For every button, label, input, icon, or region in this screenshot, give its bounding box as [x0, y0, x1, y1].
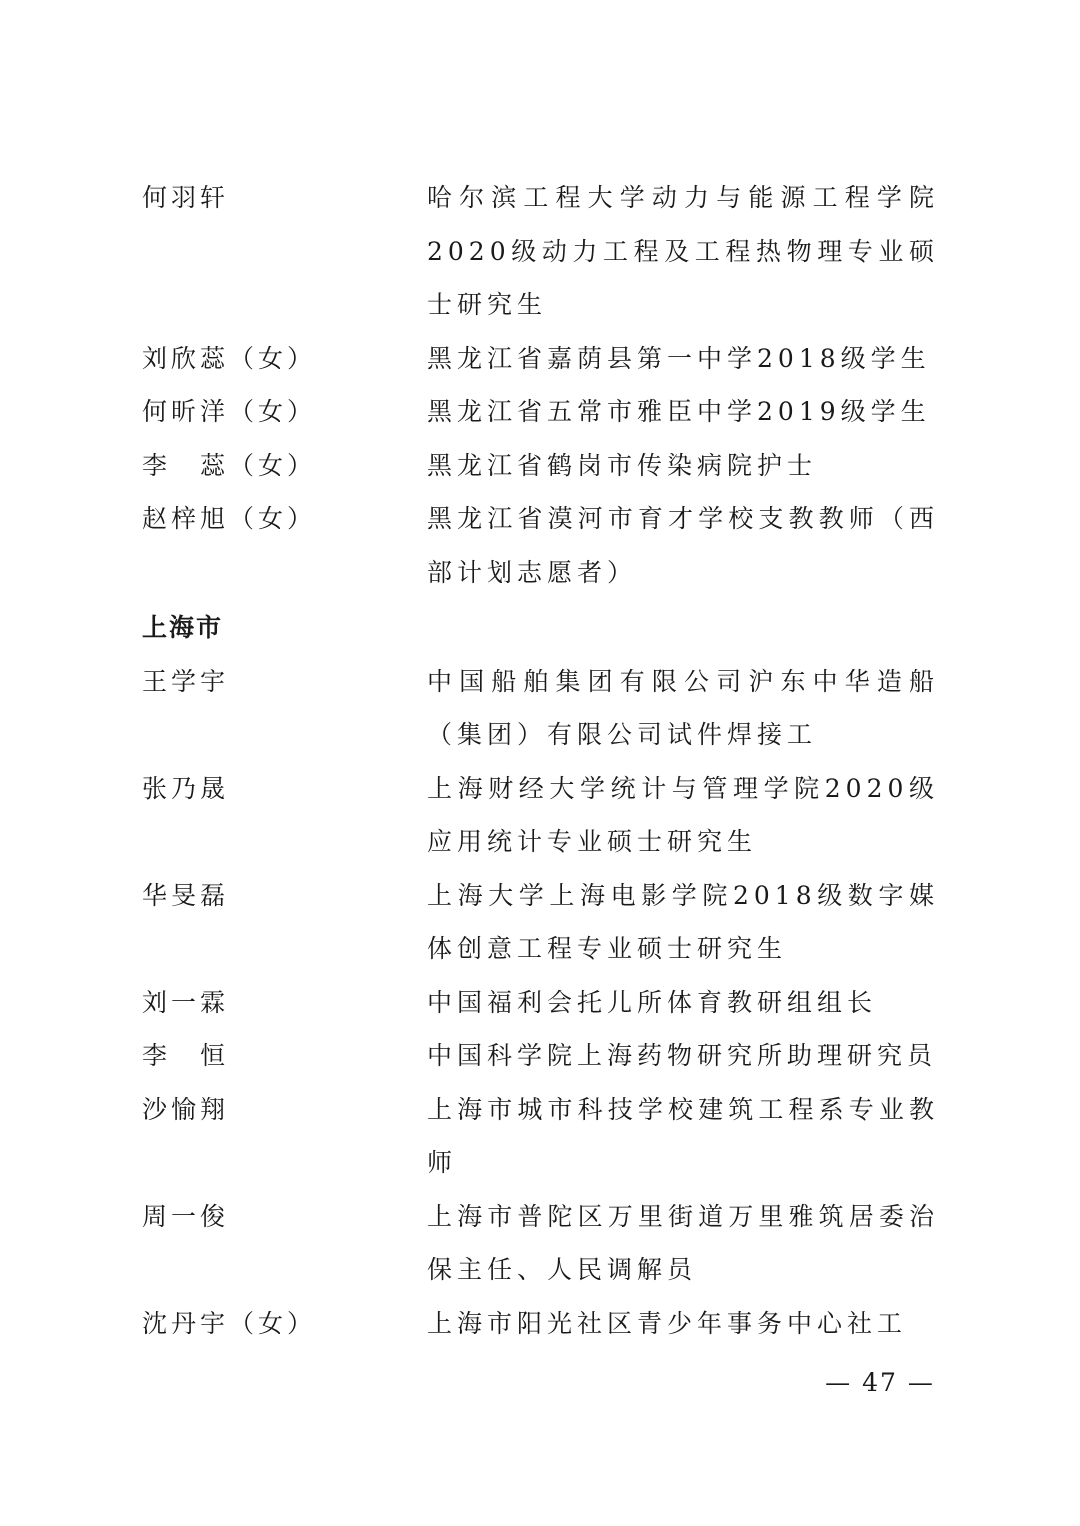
- list-entry: [142, 492, 942, 599]
- person-name: 沈丹宇（女）: [142, 1308, 317, 1338]
- person-description: 黑龙江省嘉荫县第一中学2018级学生: [427, 343, 931, 373]
- person-description: 中国福利会托儿所体育教研组组长: [427, 987, 878, 1017]
- person-name: 刘一霖: [142, 987, 230, 1017]
- name-list: [142, 171, 942, 1350]
- list-entry: [142, 332, 942, 386]
- person-description: 上海财经大学统计与管理学院2020级应用统计专业硕士研究生: [427, 773, 939, 856]
- person-name: 何昕洋（女）: [142, 397, 317, 426]
- list-entry: [142, 1083, 942, 1190]
- list-entry: [142, 439, 942, 493]
- list-entry: [142, 976, 942, 1030]
- person-name: 刘欣蕊（女）: [142, 343, 317, 373]
- person-description: 黑龙江省漠河市育才学校支教教师（西部计划志愿者）: [427, 504, 939, 587]
- list-entry: [142, 1029, 942, 1083]
- person-description: 哈尔滨工程大学动力与能源工程学院2020级动力工程及工程热物理专业硕士研究生: [427, 183, 939, 319]
- person-description: 中国科学院上海药物研究所助理研究员: [427, 1041, 938, 1070]
- list-entry: [142, 385, 942, 439]
- section-heading-shanghai: 上海市: [142, 613, 224, 642]
- person-name: 李 蕊（女）: [142, 450, 317, 480]
- list-entry: [142, 1297, 942, 1351]
- person-description: 上海市普陀区万里街道万里雅筑居委治保主任、人民调解员: [427, 1201, 939, 1284]
- person-description: 上海市阳光社区青少年事务中心社工: [427, 1308, 908, 1338]
- person-name: 何羽轩: [142, 183, 230, 212]
- person-description: 黑龙江省五常市雅臣中学2019级学生: [427, 397, 931, 426]
- person-description: 上海大学上海电影学院2018级数字媒体创意工程专业硕士研究生: [427, 880, 939, 963]
- page-number: — 47 —: [825, 1368, 935, 1397]
- person-description: 黑龙江省鹤岗市传染病院护士: [427, 450, 818, 480]
- person-name: 沙愉翔: [142, 1094, 230, 1124]
- person-name: 张乃晟: [142, 773, 230, 803]
- person-name: 李 恒: [142, 1041, 230, 1070]
- person-description: 上海市城市科技学校建筑工程系专业教师: [427, 1094, 939, 1177]
- list-entry: [142, 171, 942, 332]
- list-entry: [142, 762, 942, 869]
- list-entry: [142, 655, 942, 762]
- person-name: 王学宇: [142, 666, 230, 696]
- person-name: 华旻磊: [142, 880, 230, 910]
- person-name: 赵梓旭（女）: [142, 504, 317, 533]
- person-name: 周一俊: [142, 1201, 230, 1231]
- person-description: 中国船舶集团有限公司沪东中华造船（集团）有限公司试件焊接工: [427, 666, 939, 749]
- list-entry: [142, 869, 942, 976]
- list-entry: [142, 1190, 942, 1297]
